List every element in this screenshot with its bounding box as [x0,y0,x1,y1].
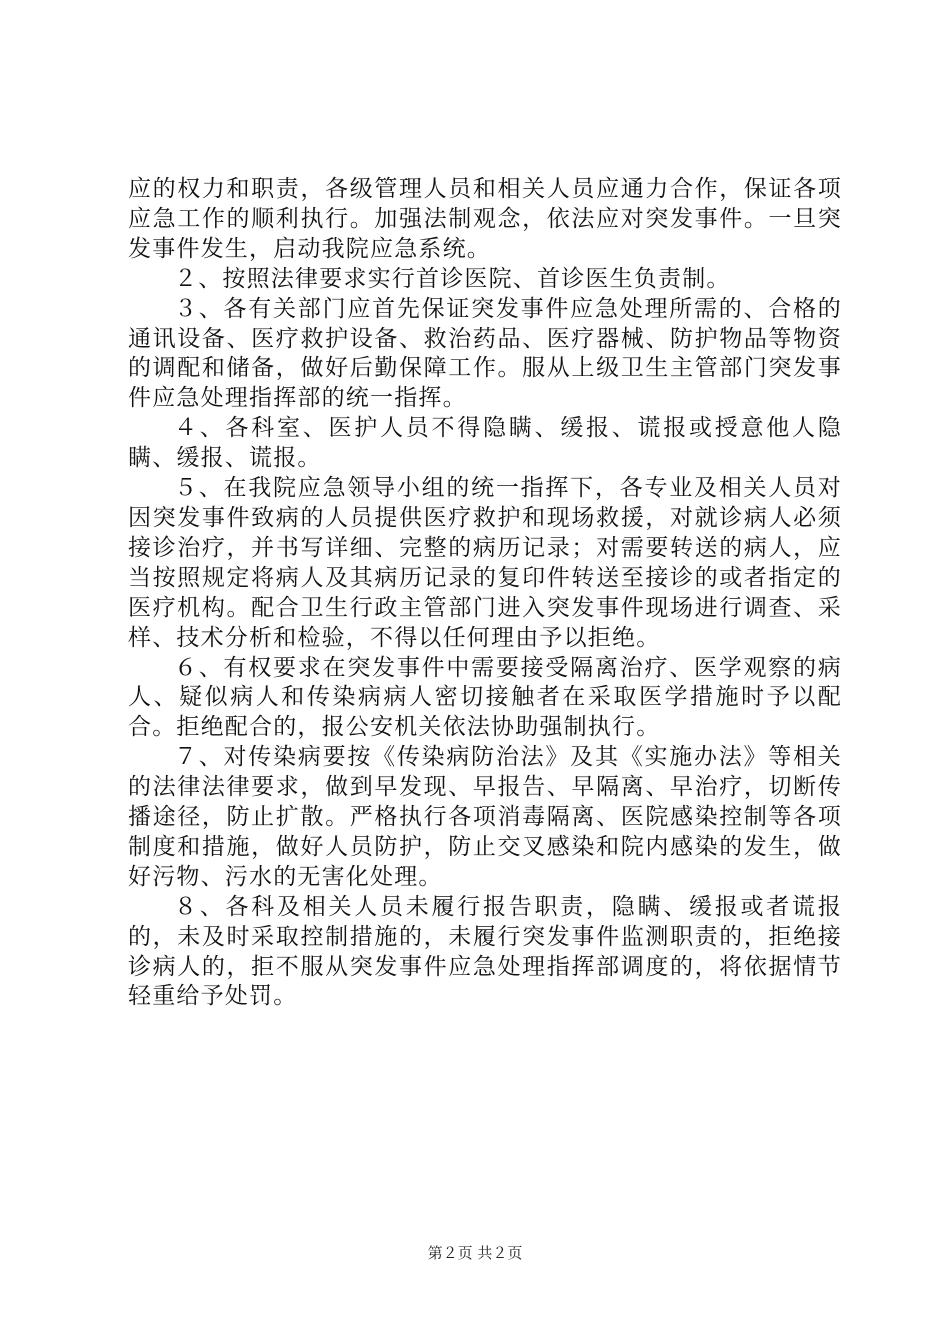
paragraph-item-6: ６、有权要求在突发事件中需要接受隔离治疗、医学观察的病人、疑似病人和传染病病人密切接触者在采取医学措施时予以配合。拒绝配合的，报公安机关依法协助强制执行。 [128,654,842,741]
paragraph-continuation: 应的权力和职责，各级管理人员和相关人员应通力合作，保证各项应急工作的顺利执行。加强法制观念，依法应对突发事件。一旦突发事件发生，启动我院应急系统。 [128,176,842,262]
paragraph-item-2: ２、按照法律要求实行首诊医院、首诊医生负责制。 [174,265,731,292]
paragraph-item-5: ５、在我院应急领导小组的统一指挥下，各专业及相关人员对因突发事件致病的人员提供医疗救护和现场救援，对就诊病人必须接诊治疗，并书写详细、完整的病历记录；对需要转送的病人，应当按照规定将病人及其病历记录的复印件转送至接诊的或者指定的医疗机构。配合卫生行政主管部门进入突发事件现场进行调查、采样、技术分析和检验，不得以任何理由予以拒绝。 [128,475,842,651]
document-body [128,175,842,1012]
paragraph-item-7: ７、对传染病要按《传染病防治法》及其《实施办法》等相关的法律法律要求，做到早发现、早报告、早隔离、早治疗，切断传播途径，防止扩散。严格执行各项消毒隔离、医院感染控制等各项制度和措施，做好人员防护，防止交叉感染和院内感染的发生，做好污物、污水的无害化处理。 [128,744,842,890]
page-number-label: 第２页 共２页 [427,1244,523,1262]
paragraph-item-4: ４、各科室、医护人员不得隐瞒、缓报、谎报或授意他人隐瞒、缓报、谎报。 [128,415,842,472]
page-footer [0,1243,950,1263]
paragraph-item-3: ３、各有关部门应首先保证突发事件应急处理所需的、合格的通讯设备、医疗救护设备、救治药品、医疗器械、防护物品等物资的调配和储备，做好后勤保障工作。服从上级卫生主管部门突发事件应急处理指挥部的统一指挥。 [128,295,842,412]
paragraph-item-8: ８、各科及相关人员未履行报告职责，隐瞒、缓报或者谎报的，未及时采取控制措施的，未履行突发事件监测职责的，拒绝接诊病人的，拒不服从突发事件应急处理指挥部调度的，将依据情节轻重给予处罚。 [128,893,842,1010]
